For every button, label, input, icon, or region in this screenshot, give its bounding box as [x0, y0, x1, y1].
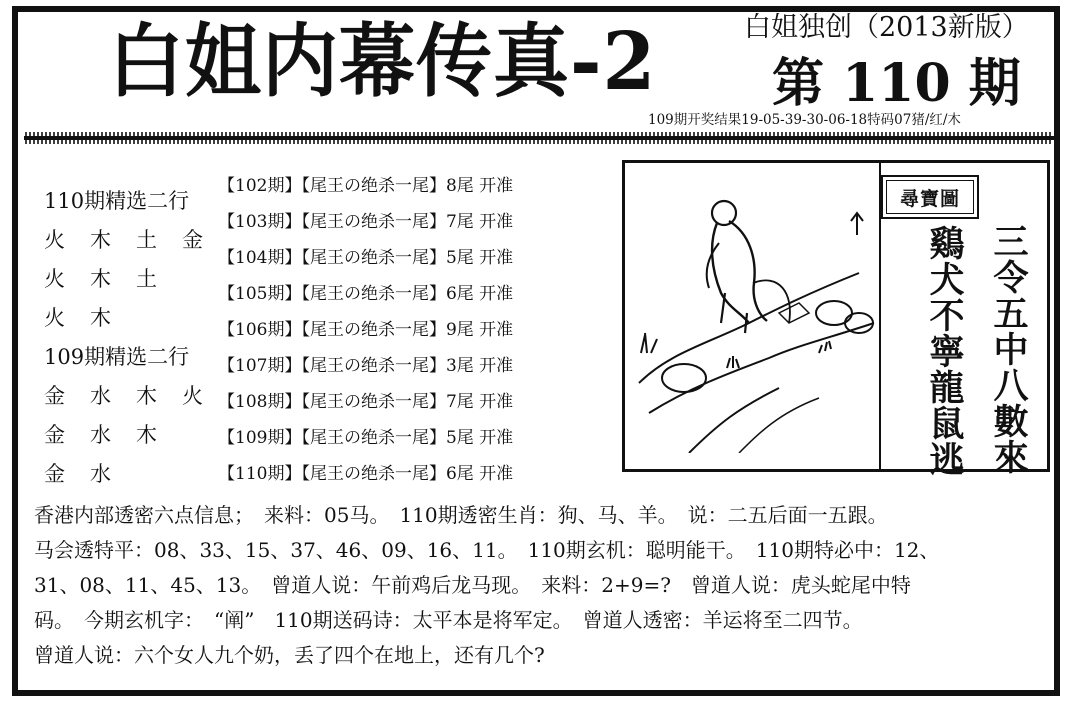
info-line: 香港内部透密六点信息； 来料：05马。 110期透密生肖：狗、马、羊。 说：二五后面一五跟。	[34, 503, 888, 527]
picks-row	[44, 221, 228, 260]
issue-number: 第 110 期	[772, 53, 1021, 114]
element-char: 木	[90, 306, 111, 330]
element-char: 金	[182, 228, 203, 252]
tail-list-item: 【106期】【尾王の绝杀一尾】9尾 开准	[218, 320, 514, 340]
element-char: 火	[44, 228, 65, 252]
element-char: 水	[90, 423, 111, 447]
treasure-map-label: 尋寶圖	[886, 180, 974, 214]
tail-list-item: 【110期】【尾王の绝杀一尾】6尾 开准	[218, 464, 514, 484]
info-line: 马会透特平：08、33、15、37、46、09、16、11。 110期玄机：聪明能干。 110期特必中：12、	[34, 538, 940, 562]
barbed-divider	[24, 131, 1054, 145]
edition-label: 白姐独创（2013新版）	[744, 12, 1029, 43]
info-line: 码。 今期玄机字： “阐” 110期送码诗：太平本是将军定。 曾道人透密：羊运将至二四节。	[34, 608, 863, 632]
page-title: 白姐内幕传真-2	[108, 14, 657, 109]
element-char: 木	[90, 267, 111, 291]
picks-row	[44, 416, 228, 455]
picks-heading: 110期精选二行	[44, 189, 190, 213]
tail-list-item: 【107期】【尾王の绝杀一尾】3尾 开准	[218, 356, 514, 376]
poem-left: 鷄犬不寧龍鼠逃	[924, 225, 965, 477]
tail-king-list	[218, 168, 513, 492]
element-char: 土	[136, 267, 157, 291]
element-char: 火	[44, 306, 65, 330]
element-char: 火	[44, 267, 65, 291]
element-char: 水	[90, 384, 111, 408]
picks-panel	[44, 182, 228, 494]
info-paragraph	[34, 498, 1044, 673]
element-char: 木	[136, 423, 157, 447]
element-char: 水	[90, 462, 111, 486]
tail-list-item: 【104期】【尾王の绝杀一尾】5尾 开准	[218, 248, 514, 268]
tail-list-item: 【109期】【尾王の绝杀一尾】5尾 开准	[218, 428, 514, 448]
picks-row	[44, 455, 228, 494]
tail-list-item: 【103期】【尾王の绝杀一尾】7尾 开准	[218, 212, 514, 232]
tail-list-item: 【102期】【尾王の绝杀一尾】8尾 开准	[218, 176, 514, 196]
info-line: 曾道人说：六个女人九个奶，丢了四个在地上，还有几个?	[34, 643, 545, 667]
element-char: 木	[90, 228, 111, 252]
poem-right: 三令五中八數來	[988, 223, 1029, 475]
element-char: 木	[136, 384, 157, 408]
element-char: 金	[44, 462, 65, 486]
element-char: 火	[182, 384, 203, 408]
tail-list-item: 【105期】【尾王の绝杀一尾】6尾 开准	[218, 284, 514, 304]
element-char: 金	[44, 384, 65, 408]
element-char: 土	[136, 228, 157, 252]
picks-row	[44, 299, 228, 338]
picks-row	[44, 260, 228, 299]
picks-row	[44, 377, 228, 416]
treasure-picture-box	[622, 160, 1050, 477]
picks-heading: 109期精选二行	[44, 345, 190, 369]
element-char: 金	[44, 423, 65, 447]
treasure-map-badge	[881, 175, 979, 219]
draw-result: 109期开奖结果19-05-39-30-06-18特码07猪/红/木	[648, 112, 961, 128]
info-line: 31、08、11、45、13。 曾道人说：午前鸡后龙马现。 来料：2+9=? 曾道人说：虎头蛇尾中特	[34, 573, 911, 597]
tail-list-item: 【108期】【尾王の绝杀一尾】7尾 开准	[218, 392, 514, 412]
monkey-illustration	[629, 173, 879, 453]
